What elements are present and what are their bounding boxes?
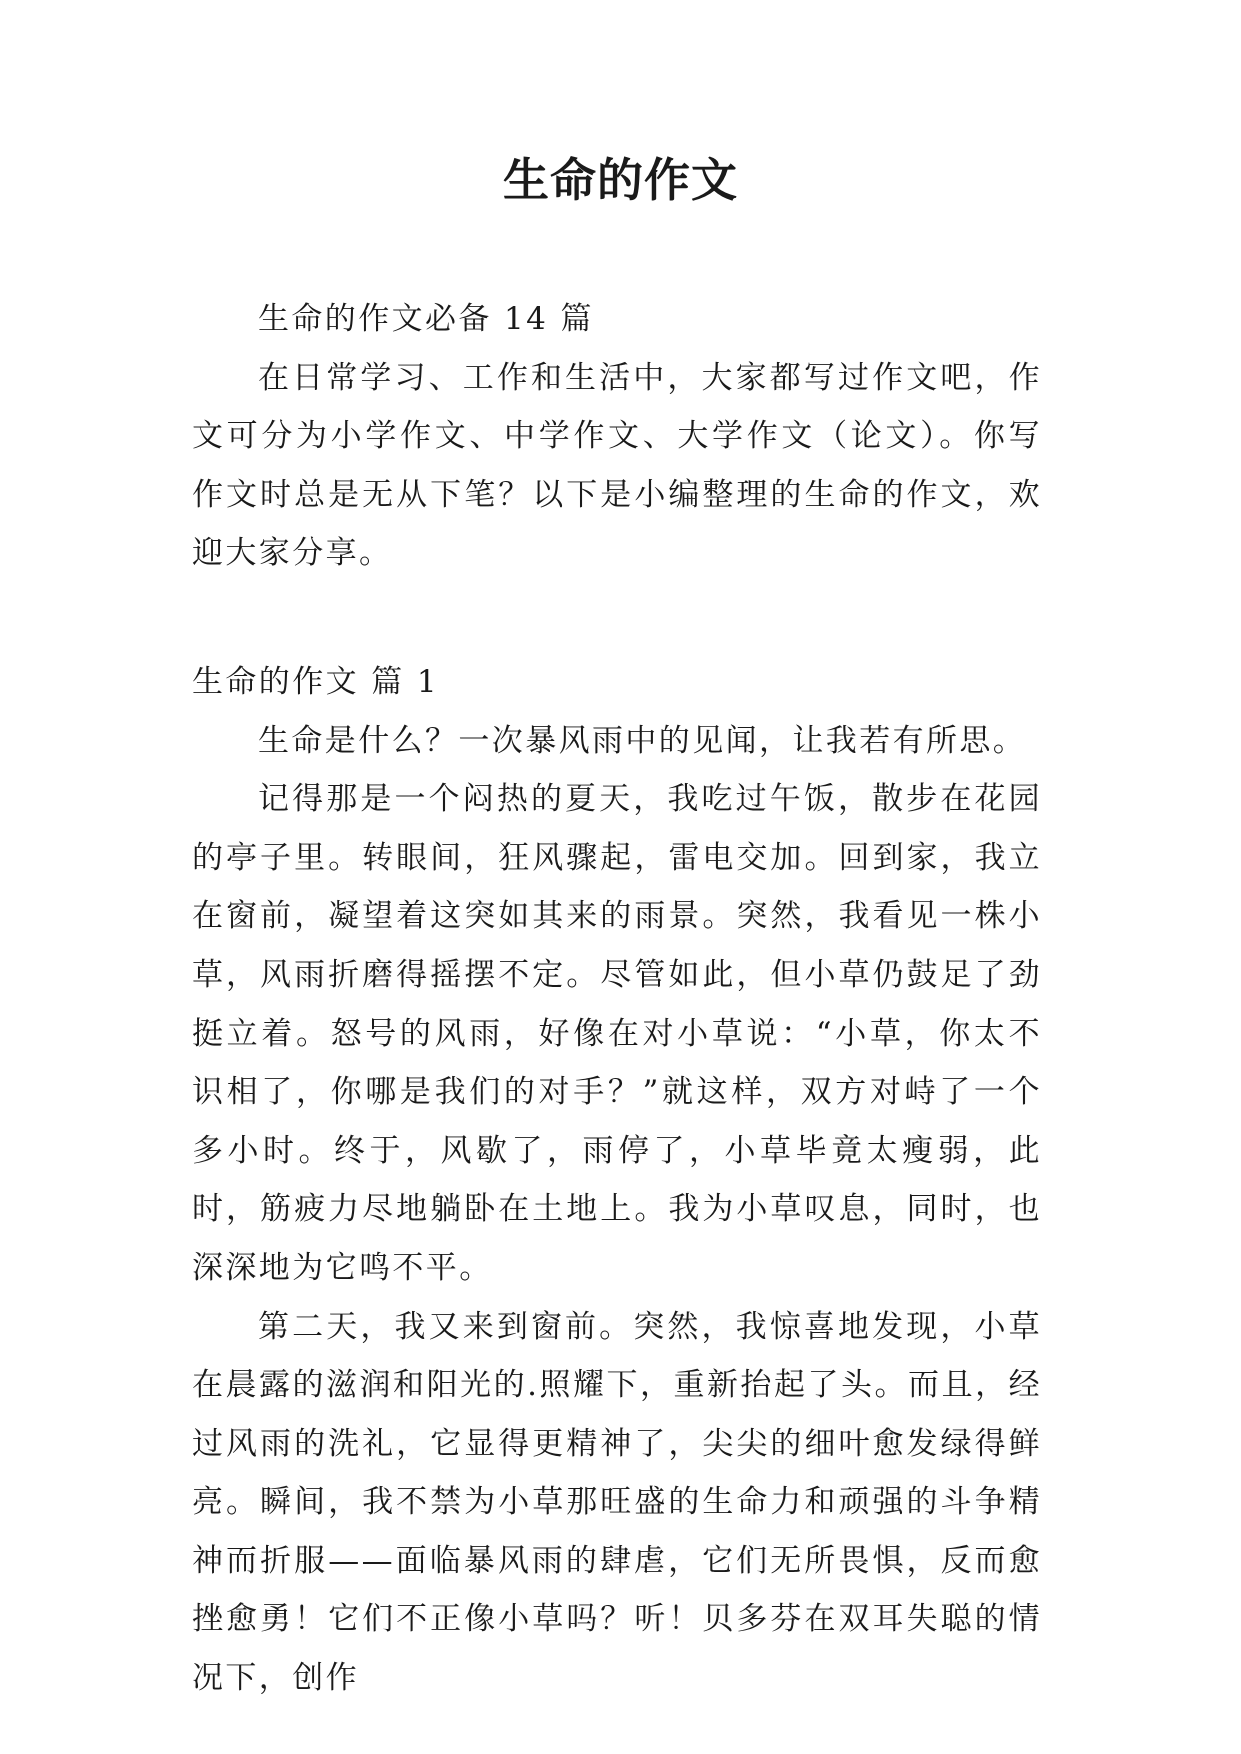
intro-paragraph: 在日常学习、工作和生活中，大家都写过作文吧，作文可分为小学作文、中学作文、大学作文（论文）。你写作文时总是无从下笔？以下是小编整理的生命的作文，欢迎大家分享。 <box>192 359 1042 572</box>
body-paragraph: 第二天，我又来到窗前。突然，我惊喜地发现，小草在晨露的滋润和阳光的.照耀下，重新抬起了头。而且，经过风雨的洗礼，它显得更精神了，尖尖的细叶愈发绿得鲜亮。瞬间，我不禁为小草那旺盛的生命力和顽强的斗争精神而折服——面临暴风雨的肆虐，它们无所畏惧，反而愈挫愈勇！它们不正像小草吗？听！贝多芬在双耳失聪的情况下，创作 <box>192 1308 1042 1697</box>
document-title: 生命的作文 <box>503 153 738 207</box>
document-subtitle: 生命的作文必备 14 篇 <box>258 301 594 337</box>
section-heading: 生命的作文 篇 1 <box>192 663 440 700</box>
document-body <box>192 290 1042 1708</box>
body-paragraph: 记得那是一个闷热的夏天，我吃过午饭，散步在花园的亭子里。转眼间，狂风骤起，雷电交加。回到家，我立在窗前，凝望着这突如其来的雨景。突然，我看见一株小草，风雨折磨得摇摆不定。尽管如此，但小草仍鼓足了劲挺立着。怒号的风雨，好像在对小草说：“小草，你太不识相了，你哪是我们的对手？”就这样，双方对峙了一个多小时。终于，风歇了，雨停了，小草毕竟太瘦弱，此时，筋疲力尽地躺卧在土地上。我为小草叹息，同时，也深深地为它鸣不平。 <box>192 781 1042 1286</box>
body-paragraph: 生命是什么？一次暴风雨中的见闻，让我若有所思。 <box>258 722 1027 759</box>
section-spacer <box>192 583 1042 653</box>
